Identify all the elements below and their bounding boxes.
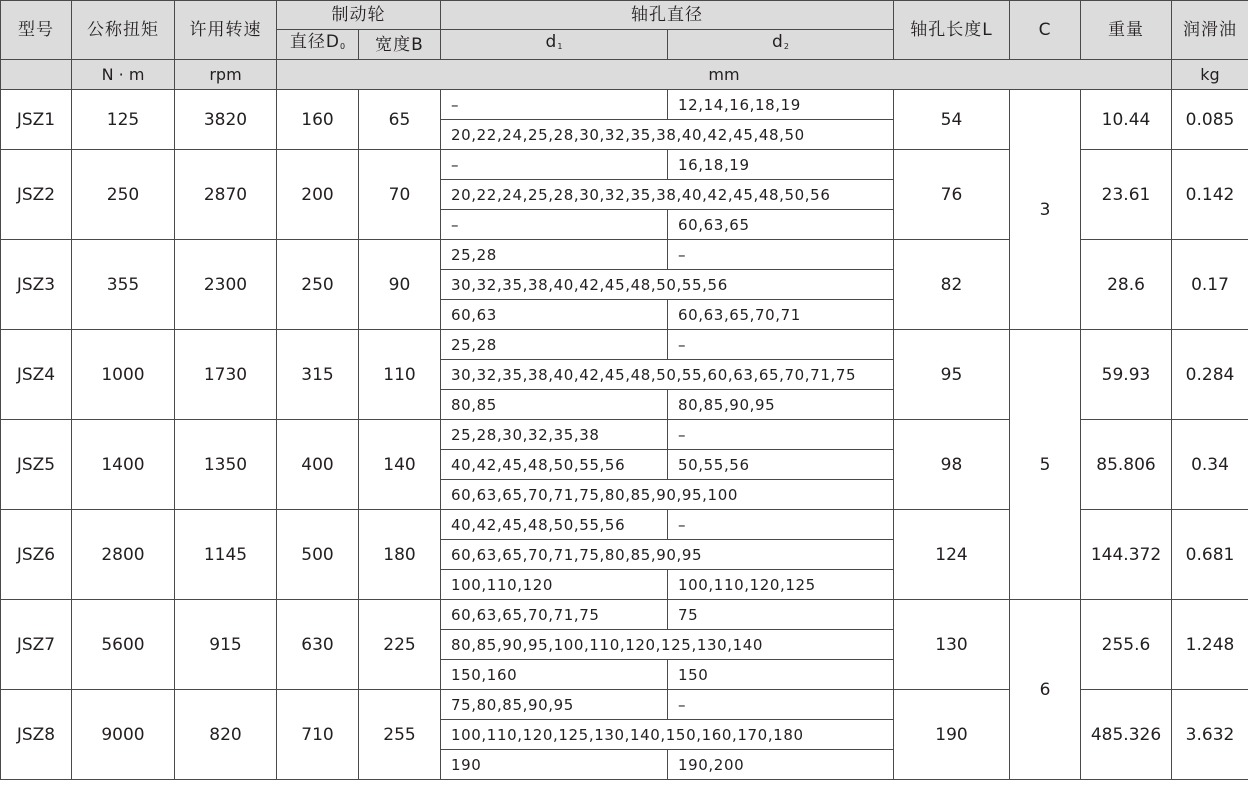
bore-d2-cell: 150	[668, 660, 894, 690]
bore-d2-cell: 190,200	[668, 750, 894, 780]
torque-cell: 355	[72, 240, 175, 330]
bore-d2-cell: 75	[668, 600, 894, 630]
model-cell: JSZ6	[1, 510, 72, 600]
bore-d2-cell: 60,63,65	[668, 210, 894, 240]
diameter-cell: 250	[277, 240, 359, 330]
lube-cell: 0.142	[1172, 150, 1248, 240]
model-cell: JSZ5	[1, 420, 72, 510]
weight-cell: 85.806	[1081, 420, 1172, 510]
c-cell: 3	[1010, 90, 1081, 330]
header-d1	[441, 30, 668, 60]
header-brake-wheel: 制动轮	[277, 1, 441, 30]
bore-shared-cell: 30,32,35,38,40,42,45,48,50,55,60,63,65,70,71,75	[441, 360, 894, 390]
weight-cell: 10.44	[1081, 90, 1172, 150]
torque-cell: 1000	[72, 330, 175, 420]
unit-mass: kg	[1172, 60, 1248, 90]
lube-cell: 0.681	[1172, 510, 1248, 600]
weight-cell: 255.6	[1081, 600, 1172, 690]
torque-cell: 250	[72, 150, 175, 240]
bore-d2-cell: 80,85,90,95	[668, 390, 894, 420]
bore-d1-cell: 80,85	[441, 390, 668, 420]
bore-shared-cell: 20,22,24,25,28,30,32,35,38,40,42,45,48,50,56	[441, 180, 894, 210]
bore-d2-cell: –	[668, 510, 894, 540]
speed-cell: 1350	[175, 420, 277, 510]
bore-d1-cell: 25,28	[441, 330, 668, 360]
weight-cell: 23.61	[1081, 150, 1172, 240]
bore-shared-cell: 80,85,90,95,100,110,120,125,130,140	[441, 630, 894, 660]
weight-cell: 144.372	[1081, 510, 1172, 600]
model-cell: JSZ8	[1, 690, 72, 780]
diameter-cell: 400	[277, 420, 359, 510]
bore-d2-cell: 100,110,120,125	[668, 570, 894, 600]
torque-cell: 9000	[72, 690, 175, 780]
header-speed: 许用转速	[175, 1, 277, 60]
header-diameter-label: 直径D	[289, 32, 340, 52]
speed-cell: 3820	[175, 90, 277, 150]
lube-cell: 3.632	[1172, 690, 1248, 780]
speed-cell: 2300	[175, 240, 277, 330]
header-bore-diameter: 轴孔直径	[441, 1, 894, 30]
width-cell: 65	[359, 90, 441, 150]
lube-cell: 1.248	[1172, 600, 1248, 690]
width-cell: 110	[359, 330, 441, 420]
model-cell: JSZ2	[1, 150, 72, 240]
bore-length-cell: 95	[894, 330, 1010, 420]
width-cell: 70	[359, 150, 441, 240]
speed-cell: 1145	[175, 510, 277, 600]
speed-cell: 1730	[175, 330, 277, 420]
bore-d2-cell: –	[668, 420, 894, 450]
bore-shared-cell: 30,32,35,38,40,42,45,48,50,55,56	[441, 270, 894, 300]
c-cell: 5	[1010, 330, 1081, 600]
unit-blank	[1, 60, 72, 90]
bore-d1-cell: –	[441, 90, 668, 120]
header-d2-label: d	[772, 32, 784, 52]
bore-d1-cell: –	[441, 150, 668, 180]
bore-length-cell: 190	[894, 690, 1010, 780]
bore-shared-cell: 60,63,65,70,71,75,80,85,90,95,100	[441, 480, 894, 510]
bore-d2-cell: –	[668, 330, 894, 360]
bore-shared-cell: 20,22,24,25,28,30,32,35,38,40,42,45,48,50	[441, 120, 894, 150]
bore-length-cell: 98	[894, 420, 1010, 510]
diameter-cell: 200	[277, 150, 359, 240]
bore-d1-cell: –	[441, 210, 668, 240]
bore-length-cell: 82	[894, 240, 1010, 330]
bore-d1-cell: 190	[441, 750, 668, 780]
bore-length-cell: 124	[894, 510, 1010, 600]
speed-cell: 2870	[175, 150, 277, 240]
bore-shared-cell: 100,110,120,125,130,140,150,160,170,180	[441, 720, 894, 750]
header-diameter	[277, 30, 359, 60]
header-d2	[668, 30, 894, 60]
diameter-cell: 710	[277, 690, 359, 780]
torque-cell: 5600	[72, 600, 175, 690]
unit-length: mm	[277, 60, 1172, 90]
bore-d1-cell: 25,28,30,32,35,38	[441, 420, 668, 450]
torque-cell: 2800	[72, 510, 175, 600]
torque-cell: 1400	[72, 420, 175, 510]
header-c: C	[1010, 1, 1081, 60]
speed-cell: 915	[175, 600, 277, 690]
header-d1-label: d	[545, 32, 558, 52]
bore-d1-cell: 40,42,45,48,50,55,56	[441, 450, 668, 480]
model-cell: JSZ1	[1, 90, 72, 150]
model-cell: JSZ7	[1, 600, 72, 690]
torque-cell: 125	[72, 90, 175, 150]
diameter-cell: 315	[277, 330, 359, 420]
c-cell: 6	[1010, 600, 1081, 780]
unit-speed: rpm	[175, 60, 277, 90]
bore-length-cell: 130	[894, 600, 1010, 690]
diameter-cell: 630	[277, 600, 359, 690]
bore-d1-cell: 75,80,85,90,95	[441, 690, 668, 720]
header-lube: 润滑油	[1172, 1, 1248, 60]
header-bore-length: 轴孔长度L	[894, 1, 1010, 60]
lube-cell: 0.34	[1172, 420, 1248, 510]
table-row	[1, 90, 1248, 120]
bore-d1-cell: 150,160	[441, 660, 668, 690]
width-cell: 90	[359, 240, 441, 330]
header-d2-sub: 2	[783, 42, 789, 51]
bore-d1-cell: 60,63	[441, 300, 668, 330]
unit-row	[1, 60, 1248, 90]
header-width: 宽度B	[359, 30, 441, 60]
bore-d1-cell: 25,28	[441, 240, 668, 270]
bore-d2-cell: –	[668, 240, 894, 270]
lube-cell: 0.284	[1172, 330, 1248, 420]
lube-cell: 0.17	[1172, 240, 1248, 330]
bore-d1-cell: 100,110,120	[441, 570, 668, 600]
bore-d2-cell: 50,55,56	[668, 450, 894, 480]
bore-d1-cell: 60,63,65,70,71,75	[441, 600, 668, 630]
bore-d1-cell: 40,42,45,48,50,55,56	[441, 510, 668, 540]
bore-d2-cell: 60,63,65,70,71	[668, 300, 894, 330]
header-torque: 公称扭矩	[72, 1, 175, 60]
bore-shared-cell: 60,63,65,70,71,75,80,85,90,95	[441, 540, 894, 570]
unit-torque: N · m	[72, 60, 175, 90]
weight-cell: 59.93	[1081, 330, 1172, 420]
header-diameter-sub: 0	[340, 42, 346, 51]
header-model: 型号	[1, 1, 72, 60]
table-row	[1, 600, 1248, 630]
speed-cell: 820	[175, 690, 277, 780]
bore-d2-cell: 16,18,19	[668, 150, 894, 180]
weight-cell: 28.6	[1081, 240, 1172, 330]
bore-length-cell: 54	[894, 90, 1010, 150]
width-cell: 140	[359, 420, 441, 510]
width-cell: 225	[359, 600, 441, 690]
weight-cell: 485.326	[1081, 690, 1172, 780]
table-row	[1, 330, 1248, 360]
width-cell: 180	[359, 510, 441, 600]
bore-d2-cell: 12,14,16,18,19	[668, 90, 894, 120]
lube-cell: 0.085	[1172, 90, 1248, 150]
header-row-1	[1, 1, 1248, 30]
header-weight: 重量	[1081, 1, 1172, 60]
width-cell: 255	[359, 690, 441, 780]
bore-d2-cell: –	[668, 690, 894, 720]
diameter-cell: 160	[277, 90, 359, 150]
bore-length-cell: 76	[894, 150, 1010, 240]
header-d1-sub: 1	[557, 42, 563, 51]
model-cell: JSZ4	[1, 330, 72, 420]
diameter-cell: 500	[277, 510, 359, 600]
model-cell: JSZ3	[1, 240, 72, 330]
